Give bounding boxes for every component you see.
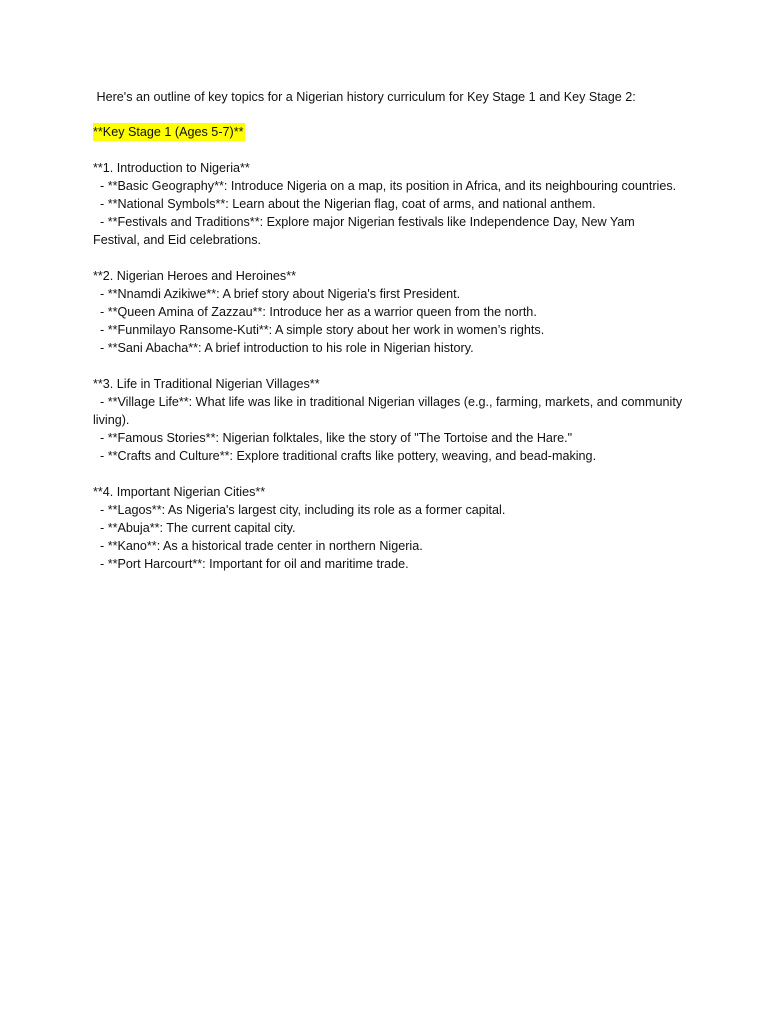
- intro-paragraph: Here's an outline of key topics for a Nigerian history curriculum for Key Stage 1 and Key Stage 2:: [93, 90, 636, 104]
- list-item: - **Famous Stories**: Nigerian folktales, like the story of "The Tortoise and the Hare.": [93, 431, 573, 445]
- section-important-cities: [93, 483, 683, 573]
- document-body: [93, 88, 686, 573]
- list-item: - **Nnamdi Azikiwe**: A brief story about Nigeria's first President.: [93, 287, 461, 301]
- section-heading: **2. Nigerian Heroes and Heroines**: [93, 269, 297, 283]
- list-item: - **Festivals and Traditions**: Explore major Nigerian festivals like Independence Day, New Yam Festival, and Eid celebrations.: [93, 215, 639, 247]
- list-item: - **Kano**: As a historical trade center in northern Nigeria.: [93, 539, 423, 553]
- list-item: - **Port Harcourt**: Important for oil and maritime trade.: [93, 557, 409, 571]
- list-item: - **Village Life**: What life was like in traditional Nigerian villages (e.g., farming, markets, and community living).: [93, 395, 686, 427]
- list-item: - **Queen Amina of Zazzau**: Introduce her as a warrior queen from the north.: [93, 305, 537, 319]
- list-item: - **Funmilayo Ransome-Kuti**: A simple story about her work in women’s rights.: [93, 323, 545, 337]
- section-introduction-to-nigeria: [93, 159, 683, 249]
- list-item: - **Sani Abacha**: A brief introduction to his role in Nigerian history.: [93, 341, 474, 355]
- section-heading: **3. Life in Traditional Nigerian Villages**: [93, 377, 320, 391]
- key-stage-1-heading: **Key Stage 1 (Ages 5-7)**: [93, 125, 244, 139]
- list-item: - **Basic Geography**: Introduce Nigeria on a map, its position in Africa, and its neighbouring countries.: [93, 179, 677, 193]
- section-heroes-and-heroines: [93, 267, 683, 357]
- list-item: - **Crafts and Culture**: Explore traditional crafts like pottery, weaving, and bead-making.: [93, 449, 597, 463]
- list-item: - **National Symbols**: Learn about the Nigerian flag, coat of arms, and national anthem.: [93, 197, 596, 211]
- section-traditional-villages: [93, 375, 686, 465]
- section-heading: **1. Introduction to Nigeria**: [93, 161, 250, 175]
- list-item: - **Lagos**: As Nigeria's largest city, including its role as a former capital.: [93, 503, 506, 517]
- section-heading: **4. Important Nigerian Cities**: [93, 485, 266, 499]
- list-item: - **Abuja**: The current capital city.: [93, 521, 296, 535]
